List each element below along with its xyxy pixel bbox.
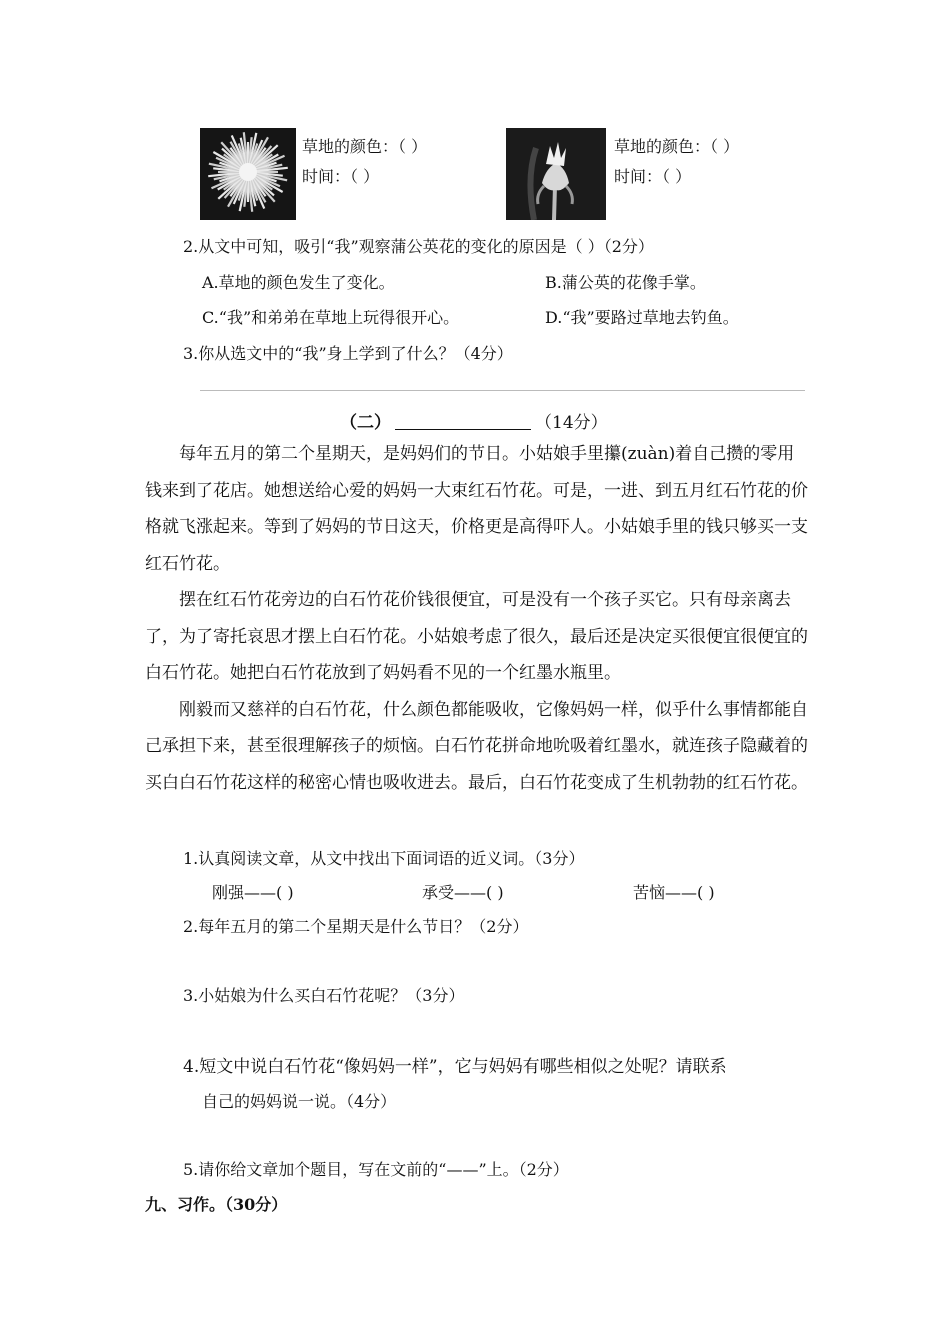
dandelion-open-flower-photo — [200, 128, 296, 220]
s2-question-3: 3.小姑娘为什么买白石竹花呢？（3分） — [183, 986, 465, 1005]
s1-q2-option-a: A.草地的颜色发生了变化。 — [202, 273, 395, 292]
passage-paragraph-2: 摆在红石竹花旁边的白石竹花价钱很便宜，可是没有一个孩子买它。只有母亲离去了，为了寄托哀思才摆上白石竹花。小姑娘考虑了很久，最后还是决定买很便宜很便宜的白石竹花。她把白石竹花放到了妈妈看不见的一个红墨水瓶里。 — [145, 590, 808, 683]
passage — [145, 436, 810, 801]
grass-color-label-2: 草地的颜色：（ ） — [614, 137, 740, 156]
synonym-2: 承受——( ) — [422, 883, 504, 902]
section9-title: 九、习作。（30分） — [145, 1195, 288, 1214]
s2-question-5: 5.请你给文章加个题目，写在文前的“——”上。（2分） — [183, 1160, 569, 1179]
s2-question-1: 1.认真阅读文章，从文中找出下面词语的近义词。（3分） — [183, 849, 585, 868]
s2-question-4-line2: 自己的妈妈说一说。（4分） — [202, 1092, 397, 1111]
s1-q2-option-b: B.蒲公英的花像手掌。 — [545, 273, 706, 292]
passage-paragraph-1: 每年五月的第二个星期天，是妈妈们的节日。小姑娘手里攥(zuàn)着自己攒的零用钱来到了花店。她想送给心爱的妈妈一大束红石竹花。可是，一进、到五月红石竹花的价格就飞涨起来。等到了妈妈的节日这天，价格更是高得吓人。小姑娘手里的钱只够买一支红石竹花。 — [145, 444, 808, 574]
time-label-2: 时间：（ ） — [614, 167, 692, 186]
synonym-3: 苦恼——( ) — [633, 883, 715, 902]
dandelion-closed-flower-photo — [506, 128, 606, 220]
grass-color-label-1: 草地的颜色：（ ） — [302, 137, 428, 156]
s2-question-2: 2.每年五月的第二个星期天是什么节日？（2分） — [183, 917, 529, 936]
time-label-1: 时间：（ ） — [302, 167, 380, 186]
title-blank[interactable] — [395, 413, 531, 430]
answer-line — [200, 390, 805, 391]
passage-paragraph-3: 刚毅而又慈祥的白石竹花，什么颜色都能吸收，它像妈妈一样，似乎什么事情都能自己承担下来，甚至很理解孩子的烦恼。白石竹花拼命地吮吸着红墨水，就连孩子隐藏着的买白白石竹花这样的秘密心情也吸收进去。最后，白石竹花变成了生机勃勃的红石竹花。 — [145, 699, 808, 793]
s1-question-3: 3.你从选文中的“我”身上学到了什么？（4分） — [183, 344, 513, 363]
section2-title — [340, 408, 608, 433]
s1-question-2: 2.从文中可知，吸引“我”观察蒲公英花的变化的原因是（ ）（2分） — [183, 237, 654, 256]
s1-q2-option-c: C.“我”和弟弟在草地上玩得很开心。 — [202, 308, 460, 327]
s1-q2-option-d: D.“我”要路过草地去钓鱼。 — [545, 308, 739, 327]
section2-title-score: （14分） — [535, 413, 608, 433]
s2-question-4-line1: 4.短文中说白石竹花“像妈妈一样”，它与妈妈有哪些相似之处呢？请联系 — [183, 1057, 727, 1077]
synonym-1: 刚强——( ) — [212, 883, 294, 902]
section2-title-prefix: （二） — [340, 413, 391, 433]
